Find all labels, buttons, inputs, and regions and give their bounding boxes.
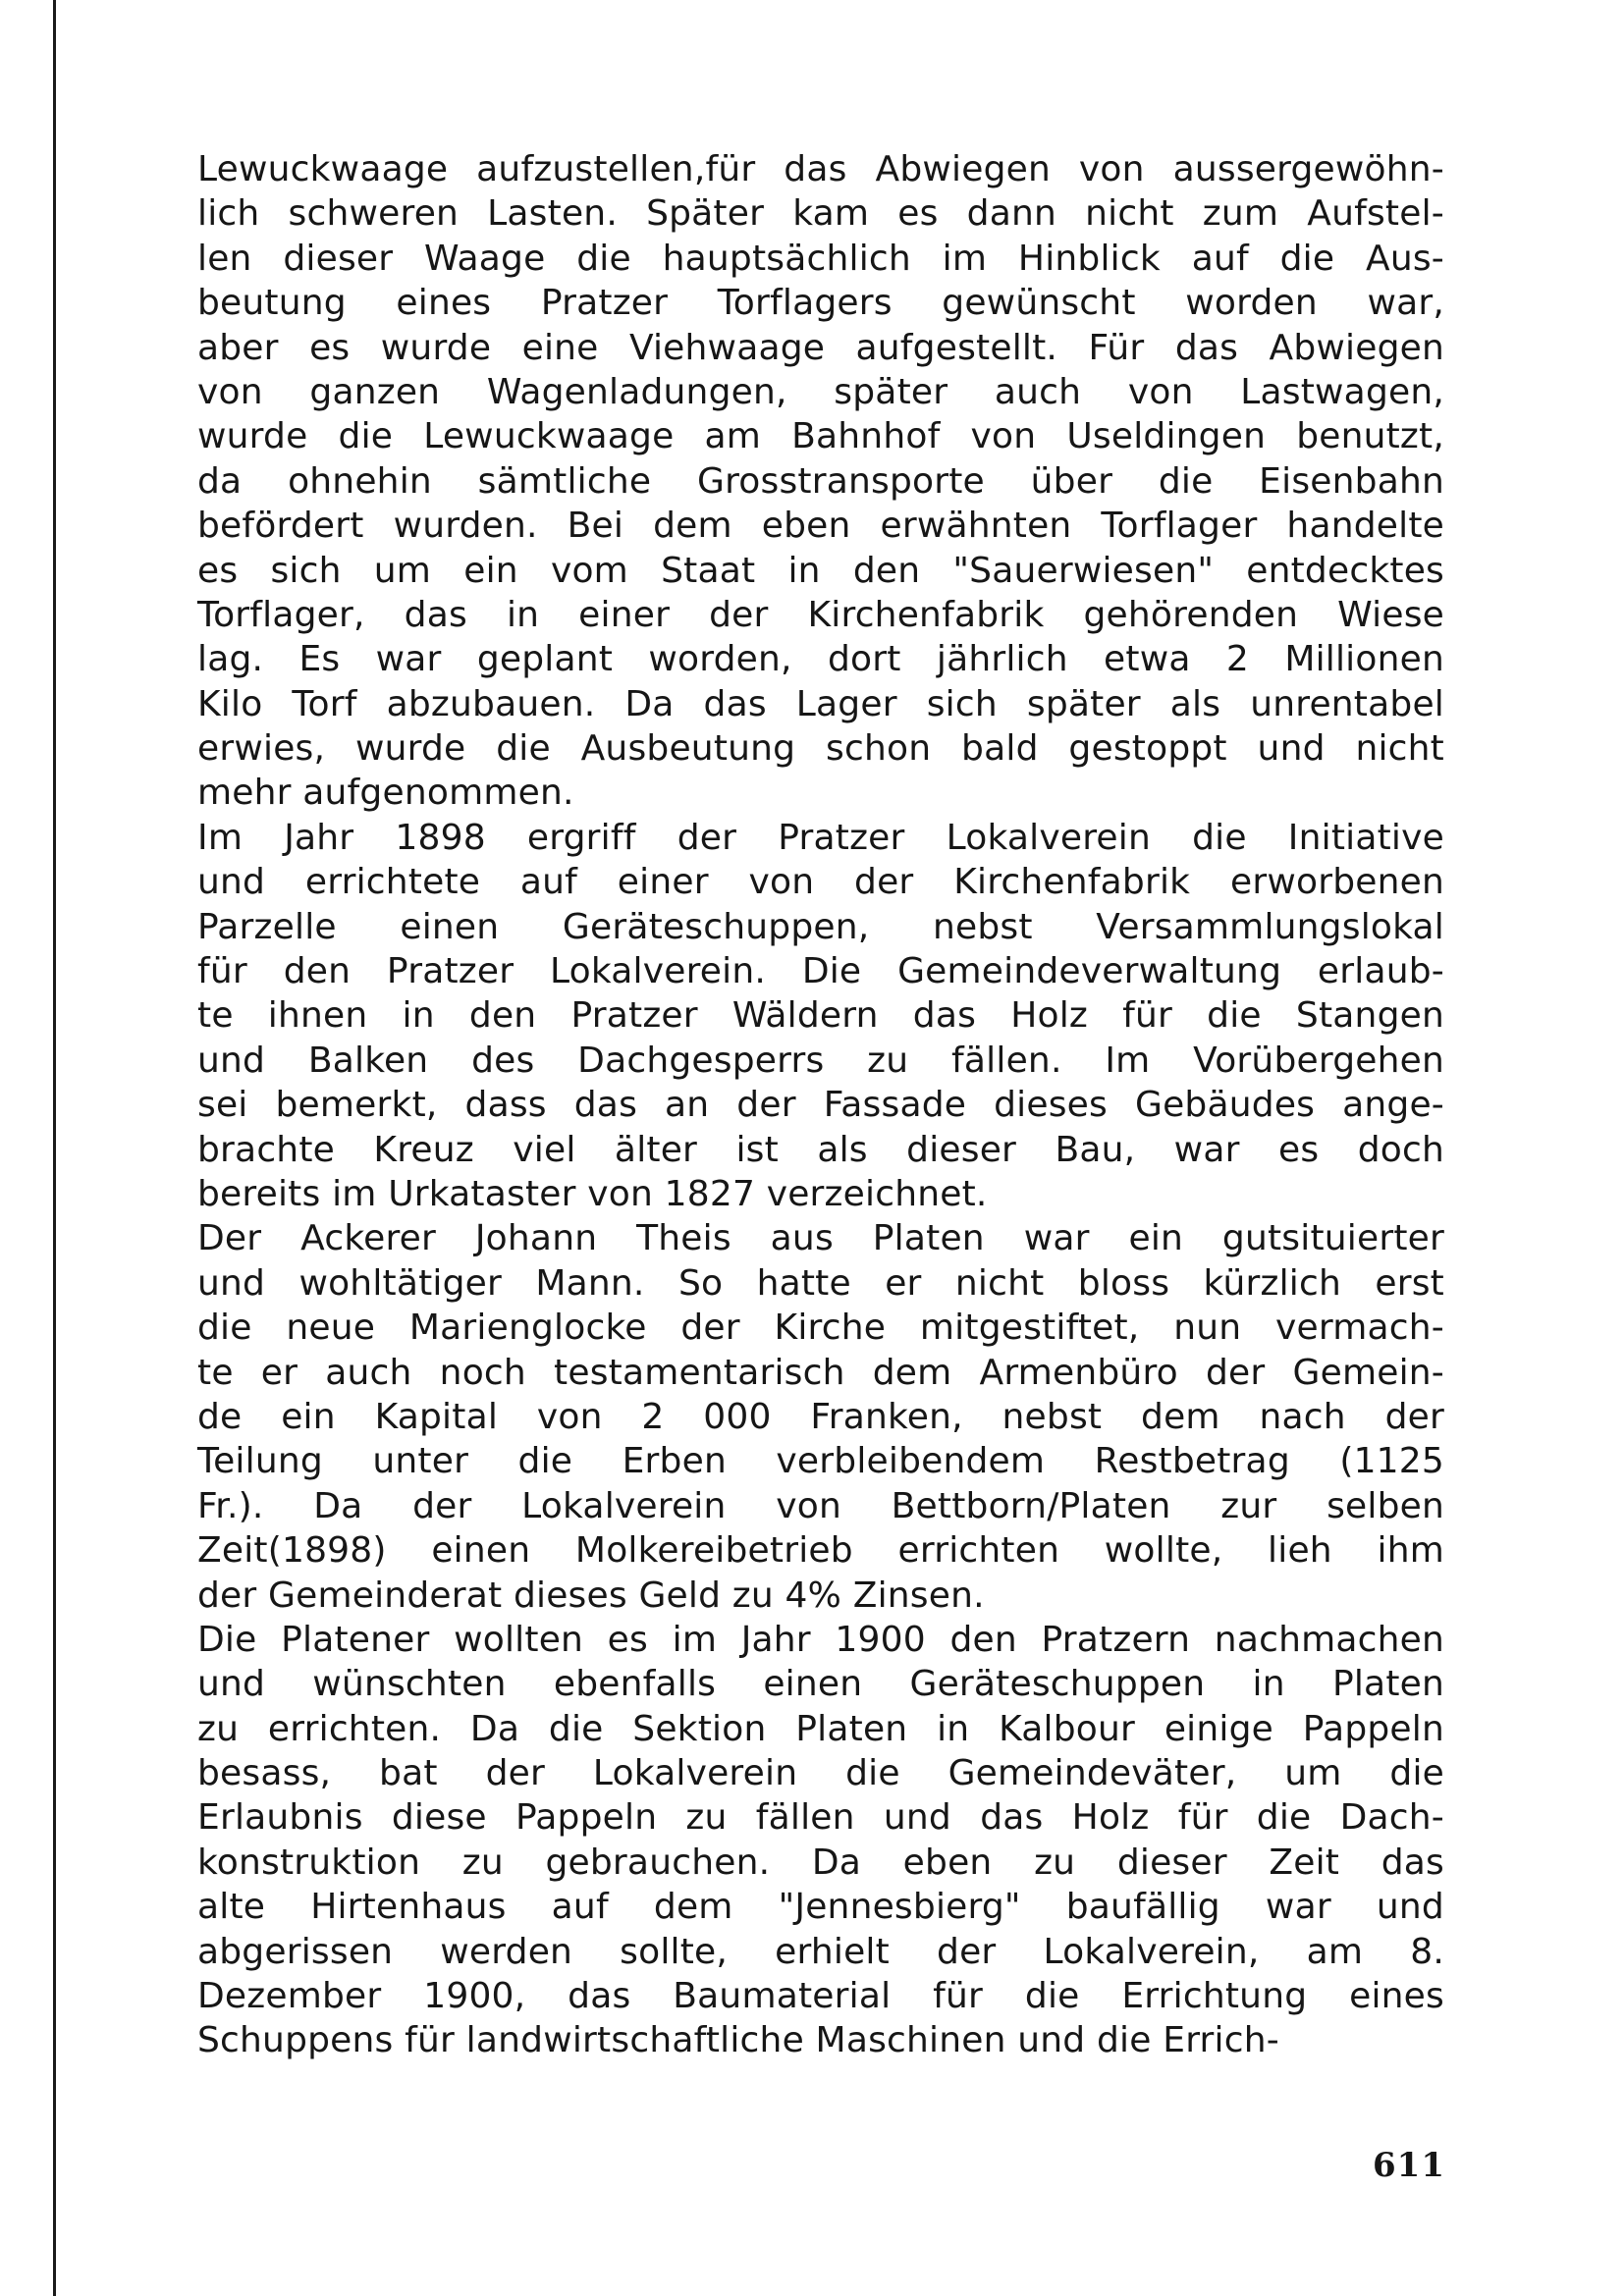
text-line: für den Pratzer Lokalverein. Die Gemeindeverwaltung erlaub-: [197, 951, 1444, 992]
text-line: die neue Marienglocke der Kirche mitgestiftet, nun vermach-: [197, 1308, 1444, 1349]
text-line: mehr aufgenommen.: [197, 773, 574, 814]
text-line: Fr.). Da der Lokalverein von Bettborn/Platen zur selben: [197, 1485, 1444, 1526]
text-line: erwies, wurde die Ausbeutung schon bald gestoppt und nicht: [197, 728, 1444, 770]
text-line: von ganzen Wagenladungen, später auch von Lastwagen,: [197, 371, 1444, 412]
text-line: Lewuckwaage aufzustellen,für das Abwiegen von aussergewöhn-: [197, 149, 1444, 189]
text-line: de ein Kapital von 2 000 Franken, nebst dem nach der: [197, 1396, 1444, 1437]
text-line: Parzelle einen Geräteschuppen, nebst Versammlungslokal: [197, 906, 1444, 947]
page-edge-line: [53, 0, 56, 2296]
text-line: und errichtete auf einer von der Kirchenfabrik erworbenen: [197, 862, 1444, 903]
page-number: 611: [1373, 2146, 1445, 2185]
text-line: Torflager, das in einer der Kirchenfabrik gehörenden Wiese: [197, 594, 1444, 635]
text-line: lag. Es war geplant worden, dort jährlich etwa 2 Millionen: [197, 639, 1444, 680]
text-line: alte Hirtenhaus auf dem "Jennesbierg" baufällig war und: [197, 1887, 1444, 1928]
text-line: da ohnehin sämtliche Grosstransporte über die Eisenbahn: [197, 460, 1444, 502]
text-line: Schuppens für landwirtschaftliche Maschinen und die Errich-: [197, 2020, 1279, 2061]
text-line: zu errichten. Da die Sektion Platen in Kalbour einige Pappeln: [197, 1708, 1444, 1749]
text-line: es sich um ein vom Staat in den "Sauerwiesen" entdecktes: [197, 550, 1444, 591]
text-line: Die Platener wollten es im Jahr 1900 den Pratzern nachmachen: [197, 1619, 1444, 1660]
text-line: Teilung unter die Erben verbleibendem Restbetrag (1125: [197, 1441, 1444, 1482]
text-line: te ihnen in den Pratzer Wäldern das Holz für die Stangen: [197, 995, 1444, 1037]
text-line: befördert wurden. Bei dem eben erwähnten Torflager handelte: [197, 506, 1444, 547]
text-line: Kilo Torf abzubauen. Da das Lager sich später als unrentabel: [197, 683, 1444, 724]
text-line: konstruktion zu gebrauchen. Da eben zu dieser Zeit das: [197, 1842, 1444, 1883]
text-line: und wohltätiger Mann. So hatte er nicht bloss kürzlich erst: [197, 1262, 1444, 1304]
text-line: und wünschten ebenfalls einen Geräteschuppen in Platen: [197, 1664, 1444, 1705]
text-line: lich schweren Lasten. Später kam es dann nicht zum Aufstel-: [197, 193, 1444, 235]
text-line: brachte Kreuz viel älter ist als dieser Bau, war es doch: [197, 1129, 1444, 1170]
text-line: abgerissen werden sollte, erhielt der Lokalverein, am 8.: [197, 1931, 1444, 1972]
text-line: Erlaubnis diese Pappeln zu fällen und das Holz für die Dach-: [197, 1797, 1444, 1839]
text-line: sei bemerkt, dass das an der Fassade dieses Gebäudes ange-: [197, 1085, 1444, 1126]
text-line: besass, bat der Lokalverein die Gemeindeväter, um die: [197, 1753, 1444, 1794]
body-text: [197, 147, 1444, 2063]
text-line: wurde die Lewuckwaage am Bahnhof von Useldingen benutzt,: [197, 416, 1444, 457]
text-line: Zeit(1898) einen Molkereibetrieb errichten wollte, lieh ihm: [197, 1530, 1444, 1572]
text-line: len dieser Waage die hauptsächlich im Hinblick auf die Aus-: [197, 238, 1444, 279]
text-line: te er auch noch testamentarisch dem Armenbüro der Gemein-: [197, 1352, 1444, 1393]
text-line: Der Ackerer Johann Theis aus Platen war ein gutsituierter: [197, 1218, 1444, 1259]
text-line: Dezember 1900, das Baumaterial für die Errichtung eines: [197, 1976, 1444, 2017]
text-line: bereits im Urkataster von 1827 verzeichnet.: [197, 1173, 988, 1214]
text-line: Im Jahr 1898 ergriff der Pratzer Lokalverein die Initiative: [197, 817, 1444, 858]
text-line: aber es wurde eine Viehwaage aufgestellt. Für das Abwiegen: [197, 327, 1444, 368]
text-line: und Balken des Dachgesperrs zu fällen. Im Vorübergehen: [197, 1040, 1444, 1081]
text-line: beutung eines Pratzer Torflagers gewünscht worden war,: [197, 283, 1444, 324]
text-line: der Gemeinderat dieses Geld zu 4% Zinsen.: [197, 1575, 985, 1616]
